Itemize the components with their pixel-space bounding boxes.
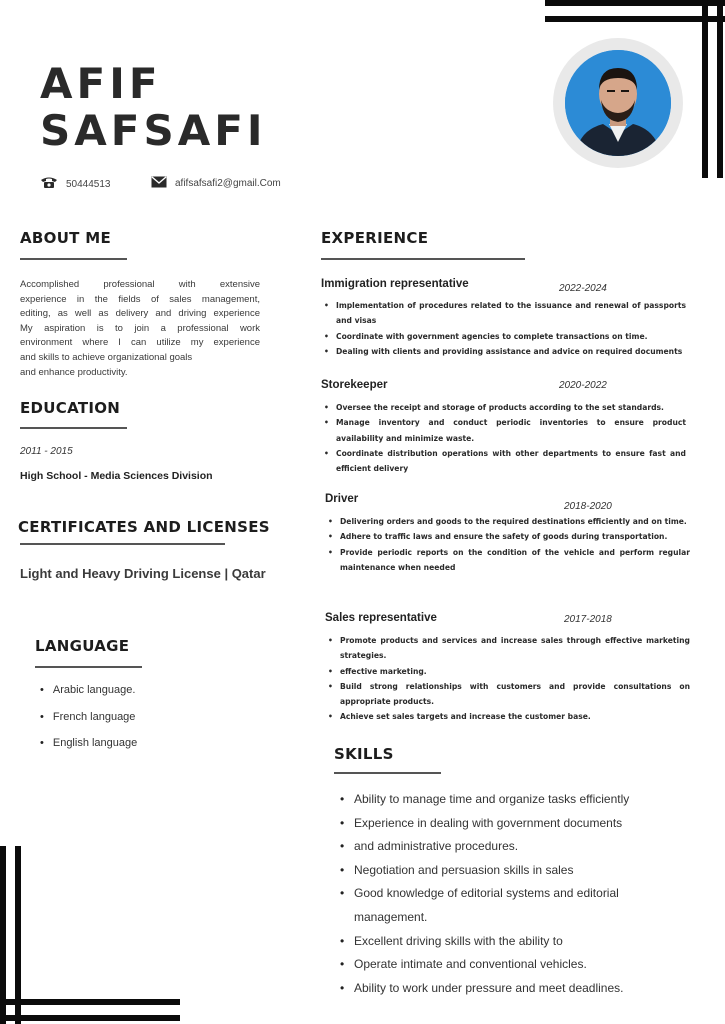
education-school: High School - Media Sciences Division: [20, 470, 213, 482]
job-bullet: • Promote products and services and increase sales through effective marketing strategies.: [325, 633, 690, 664]
job-bullet-list: [325, 514, 690, 575]
bottom-left-frame-line: [15, 846, 21, 1024]
language-list: [40, 682, 137, 762]
top-right-frame-line: [702, 0, 708, 178]
phone-number: 50444513: [66, 178, 111, 190]
job-bullet-list: [321, 298, 686, 359]
experience-heading-underline: [321, 258, 525, 260]
job-bullet: • Adhere to traffic laws and ensure the safety of goods during transportation.: [325, 529, 690, 544]
top-right-frame-line: [545, 16, 725, 22]
skill-item: • Good knowledge of editorial systems and editorial: [340, 882, 680, 906]
job-bullet: • Manage inventory and conduct periodic inventories to ensure product availability and minimize waste.: [321, 415, 686, 446]
education-heading: EDUCATION: [20, 399, 121, 417]
language-heading-underline: [35, 666, 142, 668]
candidate-name: [40, 60, 267, 154]
job-dates: 2020-2022: [559, 380, 607, 391]
job-bullet: • Oversee the receipt and storage of products according to the set standards.: [321, 400, 686, 415]
skill-item: • Excellent driving skills with the ability to: [340, 930, 680, 954]
bottom-left-frame-line: [0, 1015, 180, 1021]
job-title: Driver: [325, 493, 359, 505]
job-bullet-list: [321, 400, 686, 476]
skill-item: • Negotiation and persuasion skills in sales: [340, 859, 680, 883]
job-bullet: • Provide periodic reports on the condition of the vehicle and perform regular maintenance when needed: [325, 545, 690, 576]
about-line: environment where I can utilize my experience: [20, 337, 260, 349]
email-contact: [151, 176, 281, 191]
language-heading: LANGUAGE: [35, 637, 130, 655]
skills-heading: SKILLS: [334, 745, 394, 763]
education-heading-underline: [20, 427, 127, 429]
job-bullet: • Implementation of procedures related to the issuance and renewal of passports and visas: [321, 298, 686, 329]
job-bullet: • Coordinate distribution operations with other departments to ensure fast and efficient delivery: [321, 446, 686, 477]
bottom-left-frame-line: [0, 846, 6, 1024]
top-right-frame-line: [717, 0, 723, 178]
about-line: editing, as well as delivery and driving experience: [20, 308, 260, 320]
job-bullet: • Delivering orders and goods to the required destinations efficiently and on time.: [325, 514, 690, 529]
skill-item: • Ability to manage time and organize tasks efficiently: [340, 788, 680, 812]
job-dates: 2017-2018: [564, 614, 612, 625]
about-line: and skills to achieve organizational goals: [20, 351, 193, 363]
last-name: SAFSAFI: [40, 106, 267, 155]
about-paragraph: [20, 278, 260, 380]
job-title: Storekeeper: [321, 379, 388, 391]
job-title: Sales representative: [325, 612, 437, 624]
education-years: 2011 - 2015: [20, 446, 73, 457]
first-name: AFIF: [40, 59, 162, 108]
job-bullet: • Coordinate with government agencies to complete transactions on time.: [321, 329, 686, 344]
envelope-icon: [151, 176, 167, 191]
about-line: My aspiration is to join a professional work: [20, 322, 260, 334]
about-line: and enhance productivity.: [20, 366, 128, 378]
certificate-item: Light and Heavy Driving License | Qatar: [20, 566, 266, 581]
job-dates: 2022-2024: [559, 283, 607, 294]
job-bullet-list: [325, 633, 690, 725]
skill-item: • and administrative procedures.: [340, 835, 680, 859]
about-heading-underline: [20, 258, 127, 260]
about-line: experience in the fields of sales management,: [20, 293, 260, 305]
skill-item: • Ability to work under pressure and meet deadlines.: [340, 977, 680, 1001]
telephone-icon: [40, 176, 58, 192]
about-heading: ABOUT ME: [20, 229, 112, 247]
job-bullet: • Build strong relationships with customers and provide consultations on appropriate products.: [325, 679, 690, 710]
skill-item: • Operate intimate and conventional vehicles.: [340, 953, 680, 977]
language-item: • English language: [40, 735, 137, 762]
job-bullet: • Dealing with clients and providing assistance and advice on required documents: [321, 344, 686, 359]
top-right-frame-line: [545, 0, 725, 6]
job-title: Immigration representative: [321, 278, 469, 290]
skills-list: [340, 788, 680, 1000]
language-item: • French language: [40, 709, 137, 736]
certificates-heading-underline: [20, 543, 225, 545]
phone-contact: [40, 176, 111, 192]
language-item: • Arabic language.: [40, 682, 137, 709]
certificates-heading: CERTIFICATES AND LICENSES: [18, 518, 270, 536]
profile-photo: [565, 50, 671, 156]
skills-heading-underline: [334, 772, 441, 774]
skill-item: • Experience in dealing with government documents: [340, 812, 680, 836]
email-address: afifsafsafi2@gmail.Com: [175, 178, 281, 189]
job-bullet: • effective marketing.: [325, 664, 690, 679]
skill-item-continuation: management.: [354, 909, 428, 924]
job-dates: 2018-2020: [564, 501, 612, 512]
job-bullet: • Achieve set sales targets and increase the customer base.: [325, 709, 690, 724]
bottom-left-frame-line: [0, 999, 180, 1005]
experience-heading: EXPERIENCE: [321, 229, 429, 247]
about-line: Accomplished professional with extensive: [20, 279, 260, 290]
